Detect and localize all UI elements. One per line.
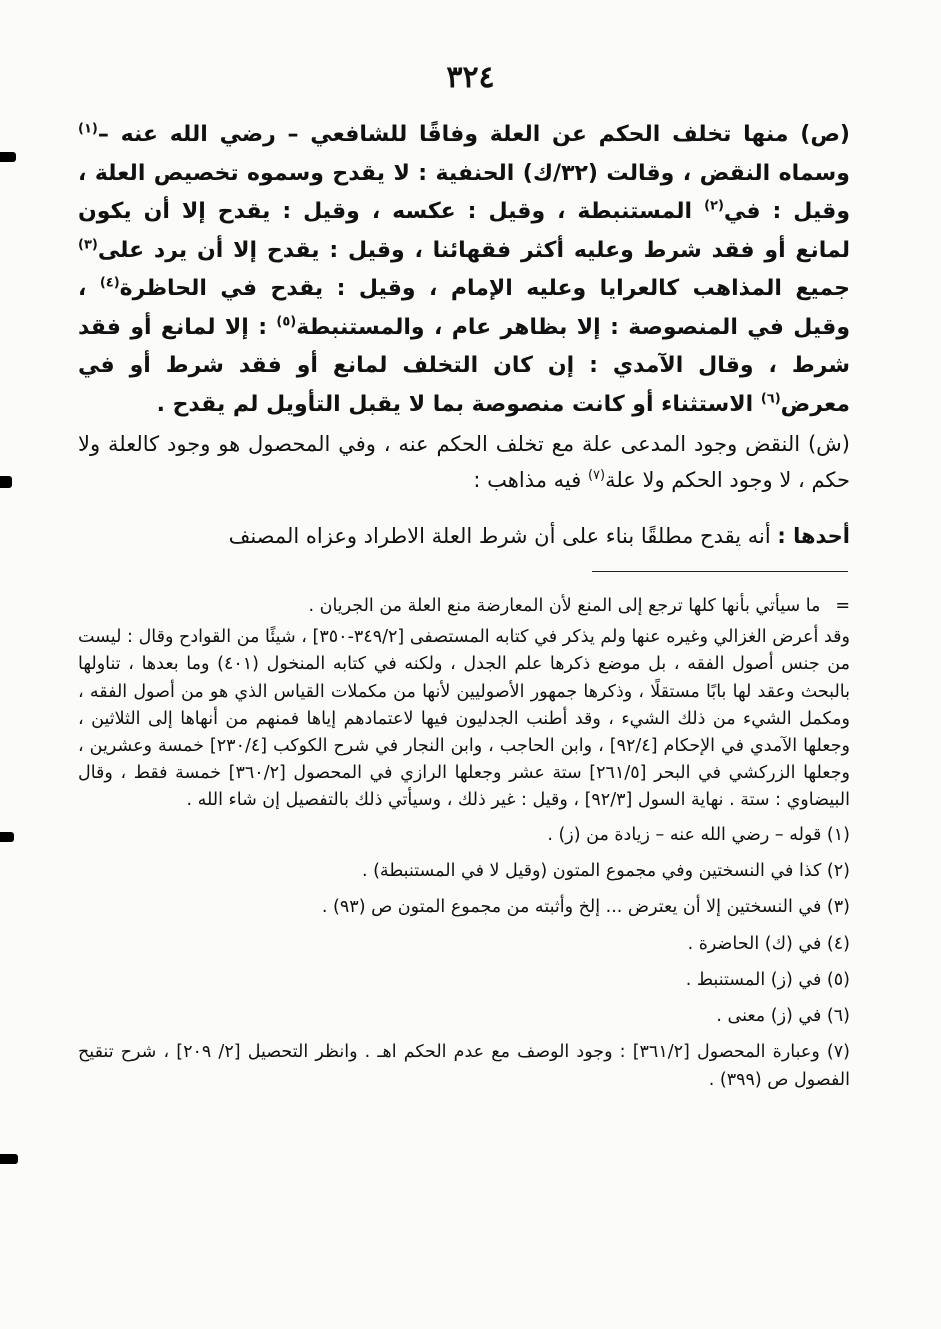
sharh-text: (ش) النقض وجود المدعى علة مع تخلف الحكم عنه ، وفي المحصول هو وجود كالعلة ولا حكم ، لا وجود الحكم ولا علة: [78, 432, 850, 492]
matn-text: جميع المذاهب كالعرايا وعليه الإمام ، وقيل : يقدح في الحاظرة: [119, 276, 850, 301]
sharh-text: فيه مذاهب :: [473, 468, 588, 492]
matn-text: (ص) منها تخلف الحكم عن العلة وفاقًا للشافعي – رضي الله عنه –: [97, 122, 850, 147]
matn-text: : إلا لمانع أو فقد شرط ، وقال الآمدي : إن كان التخلف لمانع أو فقد شرط أو في معرض: [78, 314, 850, 417]
footnote-ref[interactable]: (٤): [99, 275, 120, 291]
footnote-ref[interactable]: (٥): [276, 314, 297, 330]
footnote-2: (٢) كذا في النسختين وفي مجموع المتون (وقيل لا في المستنبطة) .: [361, 860, 850, 881]
scan-edge-mark: [0, 476, 12, 488]
matn-text: وسماه النقض ، وقالت (٣٢/ك) الحنفية : لا يقدح وسموه تخصيص العلة ، وقيل : في: [78, 160, 851, 224]
footnotes-section: [78, 593, 850, 1094]
footnote-divider: [592, 571, 848, 572]
first-view-lead: أحدها :: [777, 524, 850, 548]
footnote-list: [78, 821, 850, 1095]
matn-text: الاستثناء أو كانت منصوصة بما لا يقبل التأويل لم يقدح .: [156, 391, 761, 417]
sharh-paragraph: [78, 426, 850, 498]
footnote-ref[interactable]: (٢): [704, 198, 724, 214]
footnote-1: (١) قوله – رضي الله عنه – زيادة من (ز) .: [547, 824, 850, 845]
continuation-marker: =: [835, 596, 850, 616]
scan-edge-mark: [0, 832, 14, 842]
page-number: ٣٢٤: [446, 60, 495, 95]
footnote-3: (٣) في النسختين إلا أن يعترض ... إلخ وأثبته من مجموع المتون ص (٩٣) .: [321, 897, 850, 918]
footnote-7: (٧) وعبارة المحصول [٣٦١/٢] : وجود الوصف مع عدم الحكم اهـ . وانظر التحصيل [٢/ ٢٠٩] ، شرح تنقيح الفصول ص (٣٩٩) .: [78, 1042, 850, 1091]
footnote-continuation: [78, 593, 850, 620]
first-view-text: أنه يقدح مطلقًا بناء على أن شرط العلة الاطراد وعزاه المصنف: [228, 524, 778, 548]
footnote-ref[interactable]: (١): [78, 121, 98, 137]
matn-text: المستنبطة ، وقيل : عكسه ، وقيل : يقدح إلا أن يكون لمانع أو فقد شرط وعليه أكثر فقهائنا ، وقيل : يقدح إلا أن يرد على: [78, 199, 850, 263]
scan-edge-mark: [0, 152, 16, 162]
footnote-5: (٥) في (ز) المستنبط .: [685, 969, 850, 990]
continuation-first-line: ما سيأتي بأنها كلها ترجع إلى المنع لأن المعارضة منع العلة من الجريان .: [308, 596, 821, 616]
matn-paragraph: [78, 116, 850, 424]
footnote-ref[interactable]: (٧): [587, 468, 606, 483]
first-view-paragraph: [78, 518, 850, 554]
footnote-ref[interactable]: (٣): [78, 237, 98, 253]
footnote-ref[interactable]: (٦): [760, 391, 781, 407]
footnote-4: (٤) في (ك) الحاضرة .: [687, 933, 850, 954]
scan-edge-mark: [0, 1154, 18, 1164]
matn-text: ، وقيل في المنصوصة : إلا بظاهر عام ، والمستنبطة: [78, 276, 850, 340]
footnote-continuation-body: وقد أعرض الغزالي وغيره عنها ولم يذكر في كتابه المستصفى [٣٤٩/٢-٣٥٠] ، شيئًا من القوادح وقال : ليست من جنس أصول الفقه ، بل موضع ذكرها علم الجدل ، ولكنه في كتابه المنخول (٤٠١) وما بعدها ، تناولها بالبحث وعقد لها بابًا مستقلًا ، وذكرها جمهور الأصوليين لأنها من مكملات القياس الذي هو من أصول الفقه ، ومكمل الشيء من ذلك الشيء ، وقد أطنب الجدليون فيها لاعتمادهم إياها فمنهم من أنهاها إلى الثلاثين ، وجعلها الآمدي في الإحكام [٩٢/٤] ، وابن الحاجب ، وابن النجار في شرح الكوكب [٢٣٠/٤] خمسة وعشرين ، وجعلها الزركشي في البحر [٢٦١/٥] ستة عشر وجعلها الرازي في المحصول [٣٦٠/٢] خمسة فقط ، وقال البيضاوي : ستة . نهاية السول [٩٢/٣] ، وقيل : غير ذلك ، وسيأتي ذلك بالتفصيل إن شاء الله .: [78, 627, 850, 811]
footnote-6: (٦) في (ز) معنى .: [716, 1006, 850, 1027]
